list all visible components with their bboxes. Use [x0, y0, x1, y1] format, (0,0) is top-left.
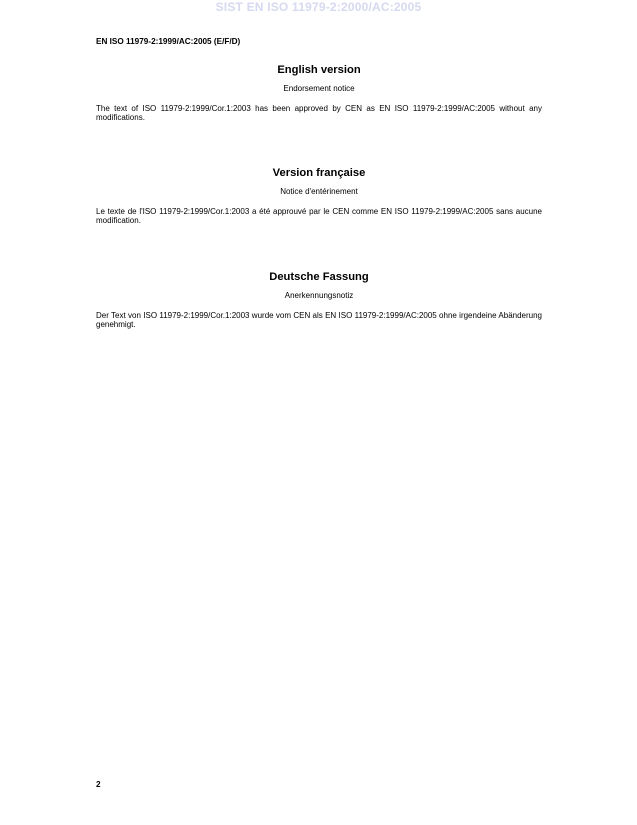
section-title: Version française [272, 167, 366, 179]
section-body: Le texte de l'ISO 11979-2:1999/Cor.1:2003 a été approuvé par le CEN comme EN ISO 11979-2:1999/AC:2005 sans aucune modification. [96, 207, 542, 226]
section-subtitle: Anerkennungsnotiz [284, 291, 354, 300]
section-subtitle: Notice d'entérinement [280, 187, 358, 196]
section-subtitle: Endorsement notice [283, 84, 355, 93]
watermark: SIST EN ISO 11979-2:2000/AC:2005 [215, 0, 422, 14]
english-version-section [96, 63, 542, 123]
german-version-section [96, 270, 542, 330]
document-reference: EN ISO 11979-2:1999/AC:2005 (E/F/D) [96, 37, 241, 46]
section-title: Deutsche Fassung [269, 271, 369, 283]
section-title: English version [277, 64, 361, 76]
section-body: The text of ISO 11979-2:1999/Cor.1:2003 has been approved by CEN as EN ISO 11979-2:1999/AC:2005 without any modifications. [96, 104, 542, 123]
section-body: Der Text von ISO 11979-2:1999/Cor.1:2003 wurde vom CEN als EN ISO 11979-2:1999/AC:2005 ohne irgendeine Abänderung genehmigt. [96, 311, 542, 330]
page-number: 2 [96, 780, 101, 789]
french-version-section [96, 166, 542, 226]
